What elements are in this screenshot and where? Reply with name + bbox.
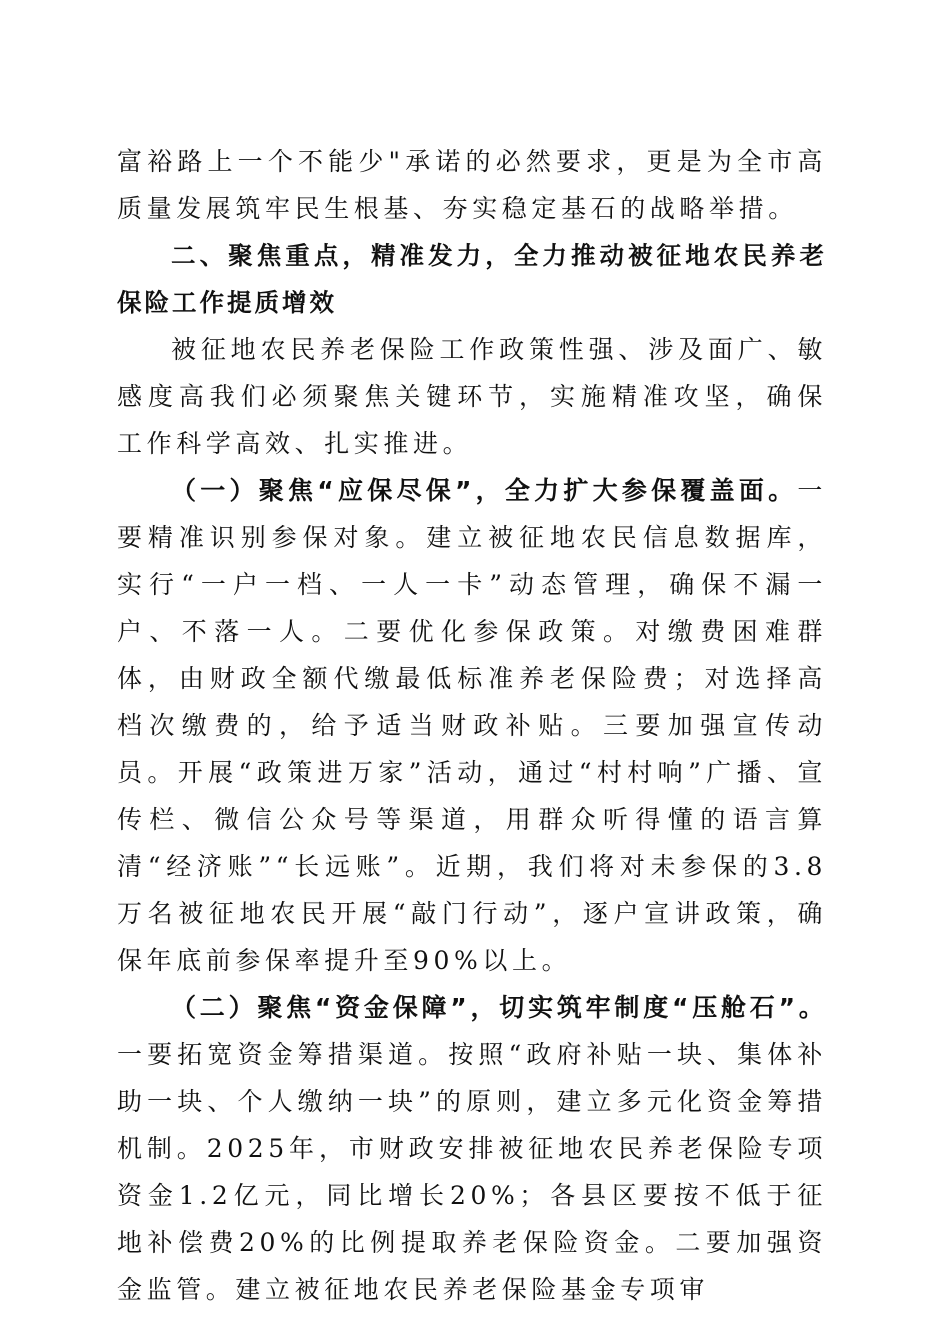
item-body-2: 一要拓宽资金筹措渠道。按照“政府补贴一块、集体补助一块、个人缴纳一块”的原则，建立多元化资金筹措机制。2025年，市财政安排被征地农民养老保险专项资金1.2亿元，同比增长20%；各县区要按不低于征地补偿费20%的比例提取养老保险资金。二要加强资金监管。建立被征地农民养老保险基金专项审: [117, 1040, 827, 1304]
intro-paragraph: 被征地农民养老保险工作政策性强、涉及面广、敏感度高我们必须聚焦关键环节，实施精准攻坚，确保工作科学高效、扎实推进。: [117, 335, 827, 458]
continued-paragraph: 富裕路上一个不能少"承诺的必然要求，更是为全市高质量发展筑牢民生根基、夯实稳定基石的战略举措。: [117, 147, 827, 223]
document-body: [117, 138, 827, 1313]
item-heading-2: （二）聚焦“资金保障”，切实筑牢制度“压舱石”。: [171, 993, 827, 1022]
item-body-1: 一要精准识别参保对象。建立被征地农民信息数据库，实行“一户一档、一人一卡”动态管理，确保不漏一户、不落一人。二要优化参保政策。对缴费困难群体，由财政全额代缴最低标准养老保险费；对选择高档次缴费的，给予适当财政补贴。三要加强宣传动员。开展“政策进万家”活动，通过“村村响”广播、宣传栏、微信公众号等渠道，用群众听得懂的语言算清“经济账”“长远账”。近期，我们将对未参保的3.8万名被征地农民开展“敲门行动”，逐户宣讲政策，确保年底前参保率提升至90%以上。: [117, 476, 827, 975]
item-heading-1: （一）聚焦“应保尽保”，全力扩大参保覆盖面。: [171, 476, 798, 505]
item-paragraph-2: [117, 984, 827, 1313]
section-heading: 二、聚焦重点，精准发力，全力推动被征地农民养老保险工作提质增效: [117, 241, 827, 317]
item-paragraph-1: [117, 467, 827, 984]
